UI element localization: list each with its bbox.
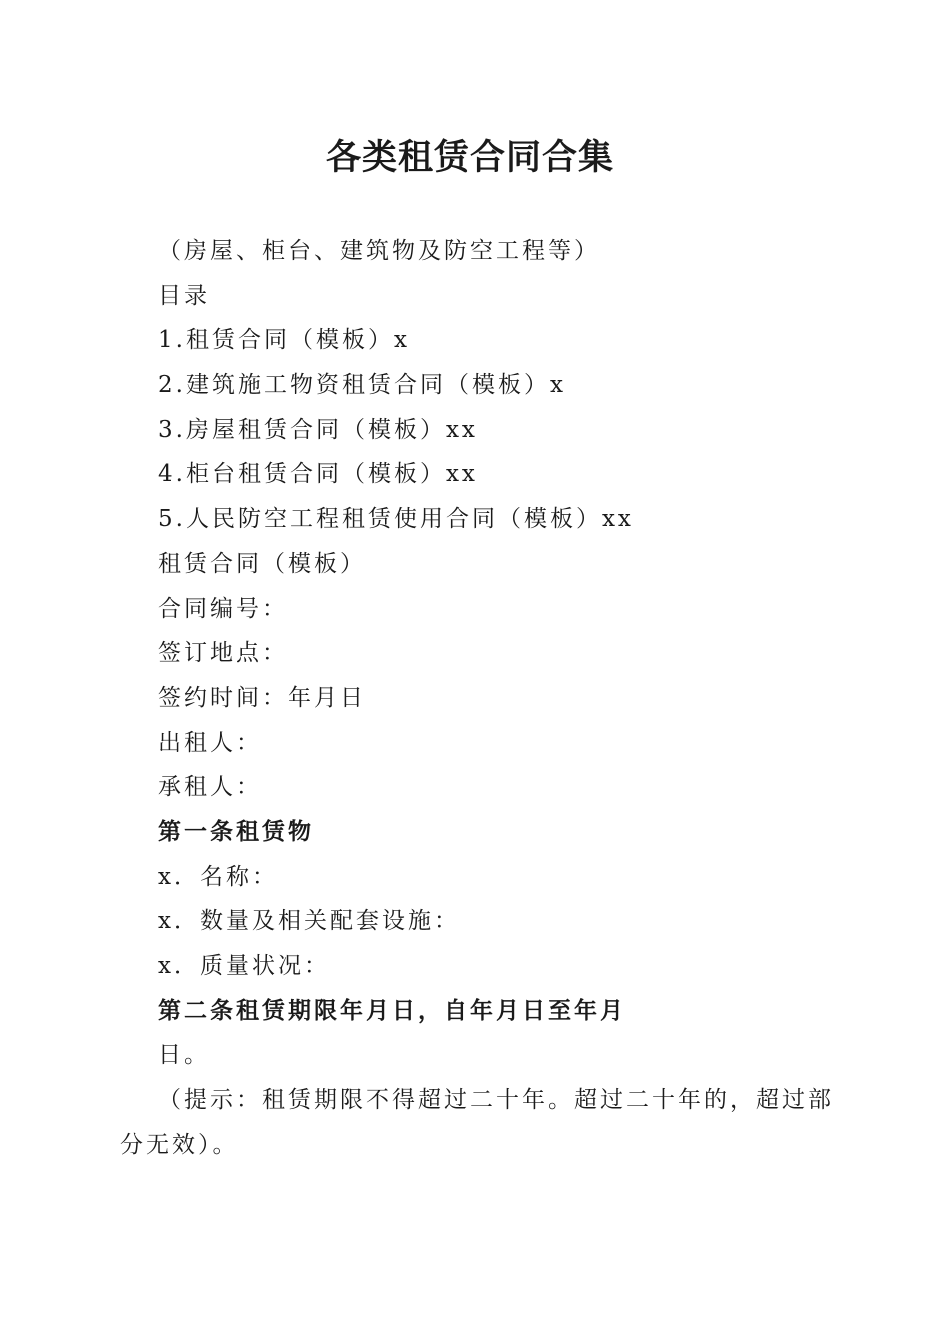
article-1-item: x．质量状况： bbox=[158, 953, 330, 979]
sign-place-field: 签订地点： bbox=[158, 640, 288, 667]
contract-title: 租赁合同（模板） bbox=[158, 550, 366, 577]
document-body bbox=[120, 229, 840, 1167]
article-1-item: x．名称： bbox=[158, 863, 278, 890]
article-1-item: x．数量及相关配套设施： bbox=[158, 908, 460, 935]
toc-heading: 目录 bbox=[158, 282, 210, 309]
toc-item: 4.柜台租赁合同（模板）xx bbox=[158, 461, 478, 488]
article-2-heading: 第二条租赁期限年月日，自年月日至年月 bbox=[158, 996, 626, 1024]
lessor-field: 出租人： bbox=[158, 729, 262, 756]
toc-item: 1.租赁合同（模板）x bbox=[158, 327, 410, 354]
note-text: （提示：租赁期限不得超过二十年。超过二十年的，超过部 bbox=[158, 1087, 834, 1114]
contract-number-field: 合同编号： bbox=[158, 595, 288, 622]
toc-item: 5.人民防空工程租赁使用合同（模板）xx bbox=[158, 506, 634, 533]
toc-item: 3.房屋租赁合同（模板）xx bbox=[158, 416, 478, 443]
document-title: 各类租赁合同合集 bbox=[325, 137, 614, 178]
lessee-field: 承租人： bbox=[158, 774, 262, 801]
document-subtitle: （房屋、柜台、建筑物及防空工程等） bbox=[158, 238, 600, 264]
note-text-continued: 分无效）。 bbox=[120, 1131, 239, 1158]
article-1-heading: 第一条租赁物 bbox=[158, 817, 314, 845]
article-2-heading-continued: 日。 bbox=[158, 1042, 210, 1069]
sign-time-field: 签约时间：年月日 bbox=[158, 684, 366, 711]
toc-item: 2.建筑施工物资租赁合同（模板）x bbox=[158, 372, 566, 399]
